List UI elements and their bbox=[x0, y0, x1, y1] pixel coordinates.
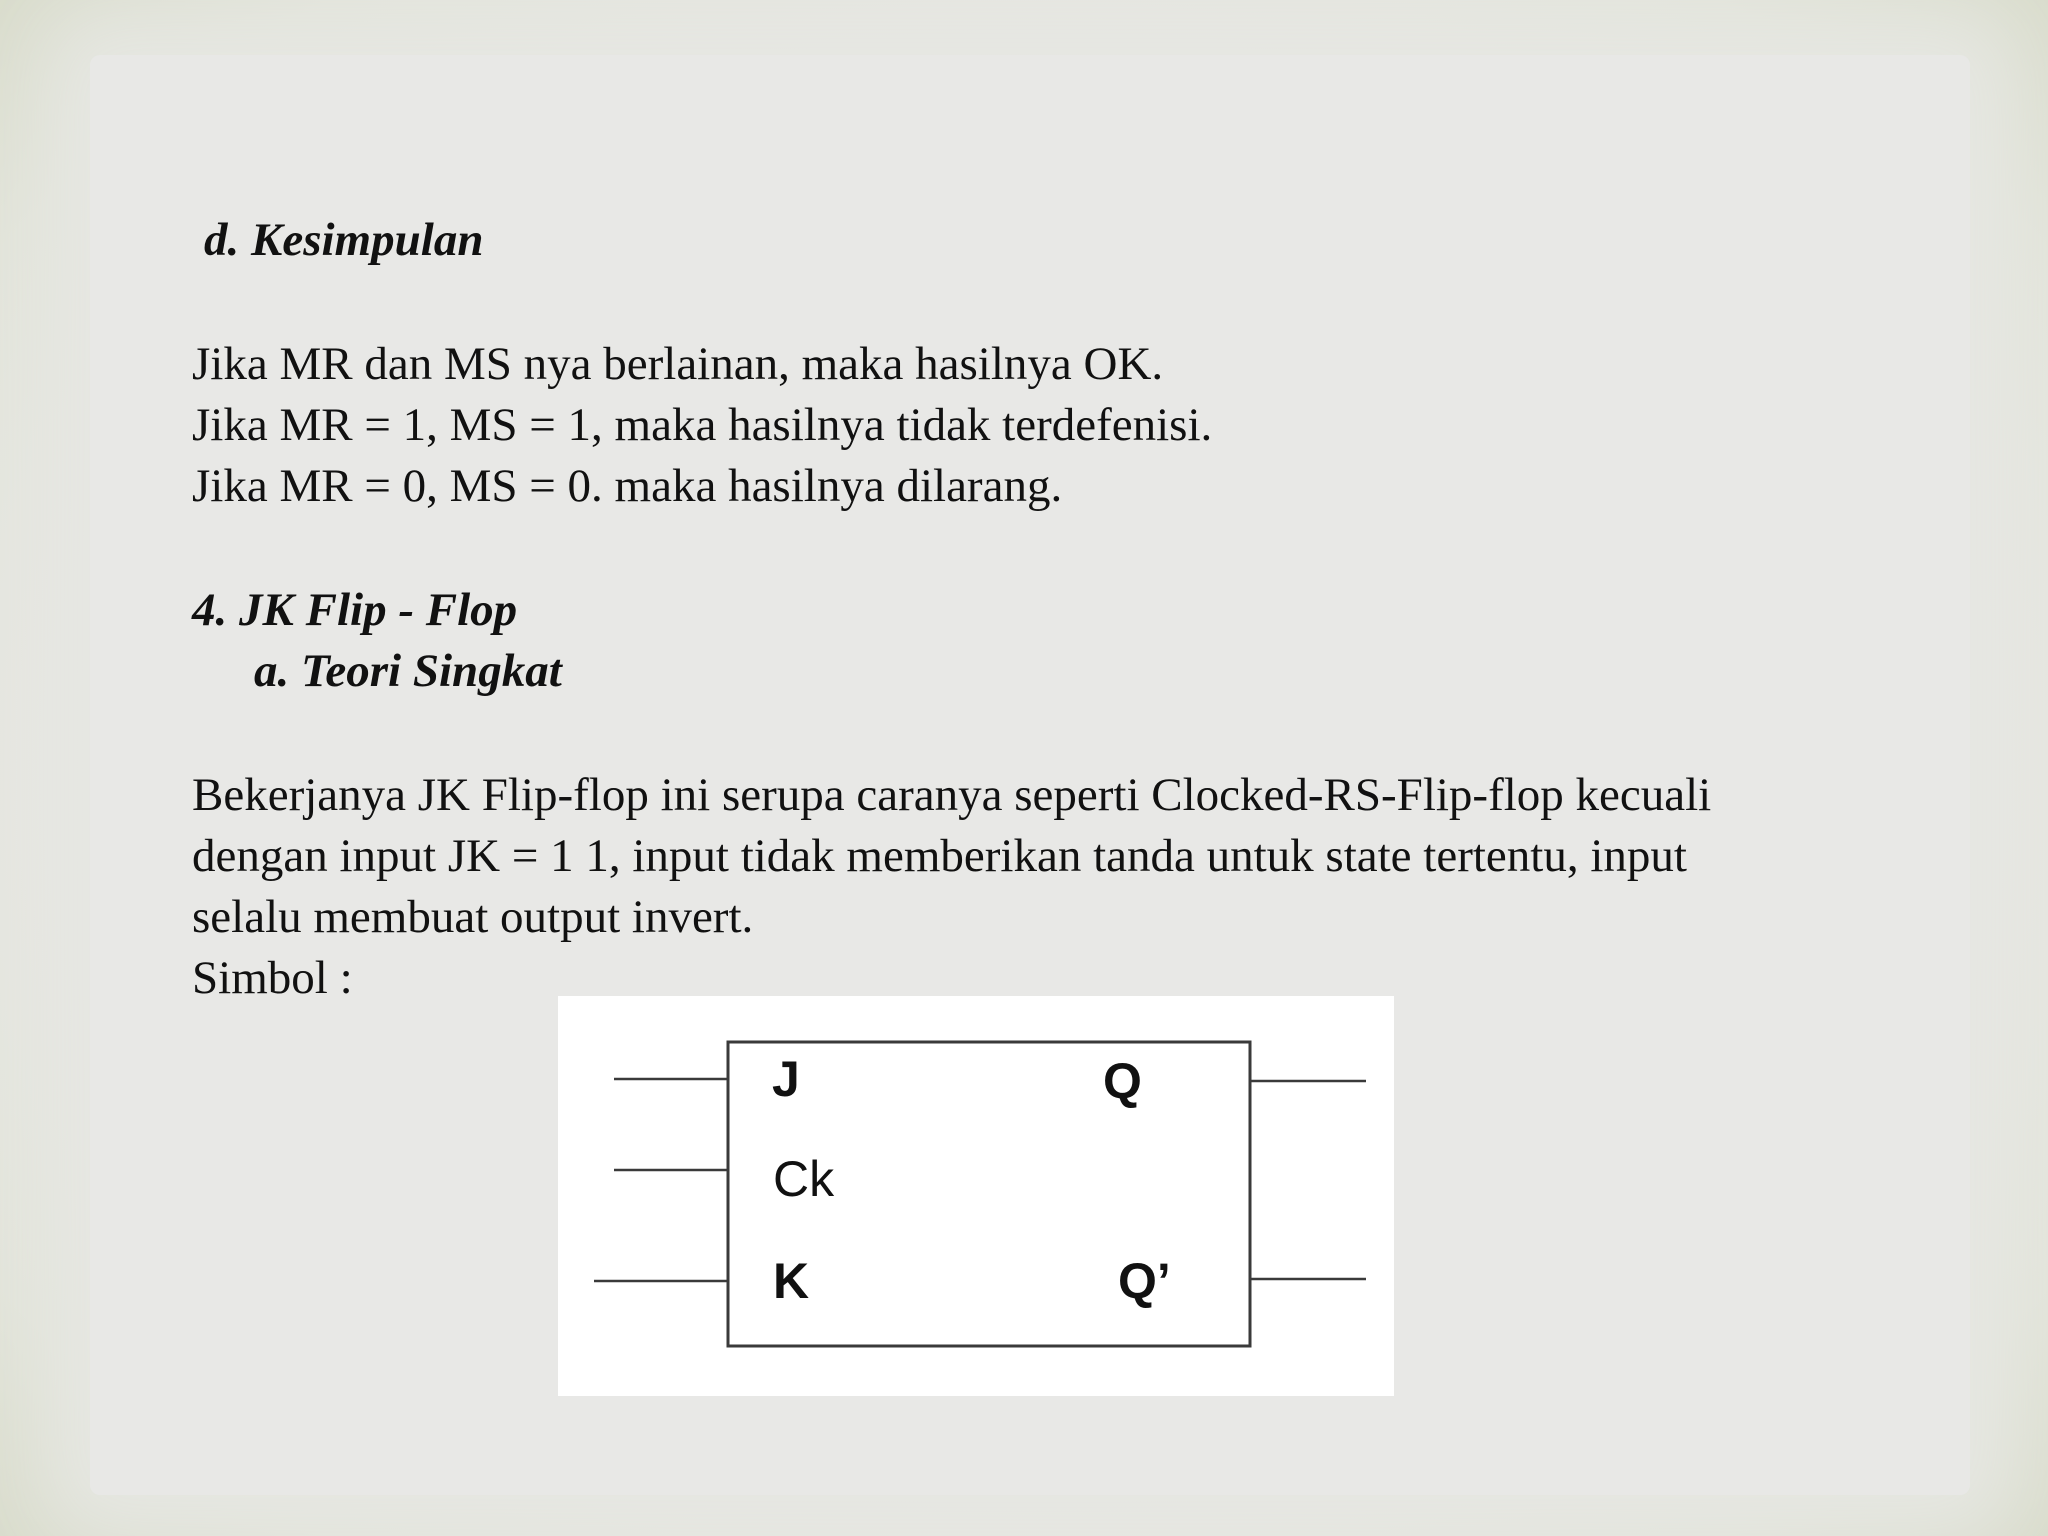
conclusion-heading: d. Kesimpulan bbox=[204, 214, 484, 266]
pin-label-k: K bbox=[773, 1253, 810, 1309]
theory-line-2: dengan input JK = 1 1, input tidak memberikan tanda untuk state tertentu, input bbox=[192, 830, 1687, 882]
theory-line-1: Bekerjanya JK Flip-flop ini serupa caranya seperti Clocked-RS-Flip-flop kecuali bbox=[192, 769, 1712, 821]
conclusion-line-3: Jika MR = 0, MS = 0. maka hasilnya dilarang. bbox=[192, 460, 1063, 512]
jk-flipflop-svg bbox=[558, 996, 1394, 1396]
pin-label-q: Q bbox=[1103, 1053, 1142, 1109]
jk-flipflop-symbol bbox=[558, 996, 1394, 1396]
pin-label-j: J bbox=[772, 1051, 800, 1107]
pin-label-qbar: Q’ bbox=[1118, 1253, 1171, 1309]
theory-line-3: selalu membuat output invert. bbox=[192, 891, 754, 943]
conclusion-line-2: Jika MR = 1, MS = 1, maka hasilnya tidak terdefenisi. bbox=[192, 399, 1213, 451]
symbol-label: Simbol : bbox=[192, 952, 353, 1004]
pin-label-ck: Ck bbox=[773, 1151, 835, 1207]
jk-flipflop-heading: 4. JK Flip - Flop bbox=[192, 584, 518, 636]
theory-subheading: a. Teori Singkat bbox=[254, 645, 562, 697]
conclusion-line-1: Jika MR dan MS nya berlainan, maka hasilnya OK. bbox=[192, 338, 1164, 390]
